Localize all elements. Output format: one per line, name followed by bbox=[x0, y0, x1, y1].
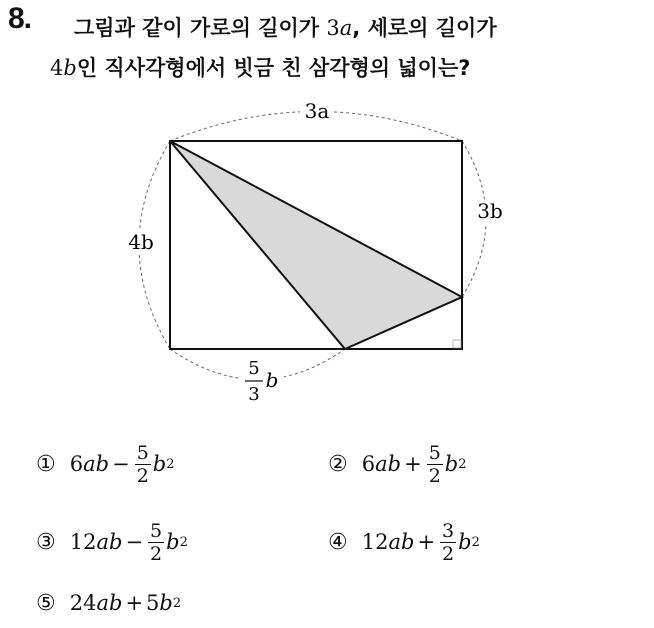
choice-3-coef: 12 bbox=[69, 530, 97, 554]
choice-3-tail: b bbox=[166, 530, 180, 554]
choice-2-var: ab bbox=[375, 452, 402, 476]
choice-2-fraction bbox=[427, 442, 443, 487]
choice-2-tail: b bbox=[444, 452, 459, 476]
choice-5-term: 5 bbox=[146, 591, 160, 615]
choice-3-fraction bbox=[148, 520, 164, 565]
choice-4-den: 2 bbox=[442, 542, 455, 565]
choice-3-var: ab bbox=[96, 530, 123, 554]
choice-5-exp: 2 bbox=[172, 595, 182, 611]
choice-4-tail: b bbox=[458, 530, 472, 554]
choice-1-marker: ① bbox=[36, 451, 56, 477]
choice-1-exp: 2 bbox=[166, 456, 175, 472]
right-angle-marker bbox=[453, 340, 461, 348]
choice-4-fraction bbox=[440, 520, 456, 565]
choice-2-coef: 6 bbox=[361, 452, 376, 476]
choice-3[interactable] bbox=[36, 512, 188, 572]
choice-5-coef: 24 bbox=[69, 591, 97, 615]
choice-3-op: − bbox=[125, 530, 144, 554]
choice-3-marker: ③ bbox=[36, 529, 56, 555]
choice-2-exp: 2 bbox=[458, 456, 467, 472]
label-bottom-numerator: 5 bbox=[248, 358, 260, 379]
question-text-part: , 세로의 길이가 bbox=[352, 16, 497, 40]
choice-3-exp: 2 bbox=[179, 534, 188, 550]
choice-1-tail: b bbox=[152, 452, 167, 476]
choice-4-var: ab bbox=[388, 530, 415, 554]
choice-2-marker: ② bbox=[328, 451, 348, 477]
label-bottom-var: b bbox=[265, 368, 279, 392]
choice-2-op: + bbox=[404, 452, 422, 476]
question-height-coef: 4 bbox=[50, 56, 64, 80]
question-width-coef: 3 bbox=[326, 16, 340, 40]
choice-2-num: 5 bbox=[428, 441, 441, 464]
label-bottom-denominator: 3 bbox=[248, 384, 260, 405]
label-top-3a: 3a bbox=[304, 99, 330, 123]
choice-2[interactable] bbox=[328, 434, 467, 494]
label-right-3b: 3b bbox=[477, 199, 503, 223]
choice-1-op: − bbox=[112, 452, 130, 476]
shaded-triangle bbox=[170, 141, 462, 349]
choice-1-coef: 6 bbox=[69, 452, 84, 476]
question-text-part: 인 직사각형에서 빗금 친 삼각형의 넓이는? bbox=[76, 56, 471, 80]
question-number: 8. bbox=[8, 2, 32, 35]
choice-1-var: ab bbox=[83, 452, 110, 476]
choice-4-marker: ④ bbox=[328, 529, 348, 555]
label-left-4b: 4b bbox=[128, 230, 154, 254]
choice-3-num: 5 bbox=[150, 519, 163, 542]
choice-4-op: + bbox=[417, 530, 436, 554]
choice-4-num: 3 bbox=[442, 519, 455, 542]
choice-5-op: + bbox=[125, 591, 144, 615]
choice-5-tail: b bbox=[159, 591, 173, 615]
choice-1[interactable] bbox=[36, 434, 175, 494]
choice-1-den: 2 bbox=[136, 464, 149, 487]
choice-2-den: 2 bbox=[428, 464, 441, 487]
choice-4[interactable] bbox=[328, 512, 480, 572]
choice-4-exp: 2 bbox=[471, 534, 480, 550]
choice-1-fraction bbox=[135, 442, 151, 487]
choice-5-var: ab bbox=[96, 591, 123, 615]
question-width-var: a bbox=[339, 16, 353, 40]
choice-4-coef: 12 bbox=[361, 530, 389, 554]
choice-5-marker: ⑤ bbox=[36, 590, 56, 616]
question-height-var: b bbox=[63, 56, 77, 80]
choice-3-den: 2 bbox=[150, 542, 163, 565]
question-text-part: 그림과 같이 가로의 길이가 bbox=[74, 16, 327, 40]
choice-1-num: 5 bbox=[136, 441, 149, 464]
